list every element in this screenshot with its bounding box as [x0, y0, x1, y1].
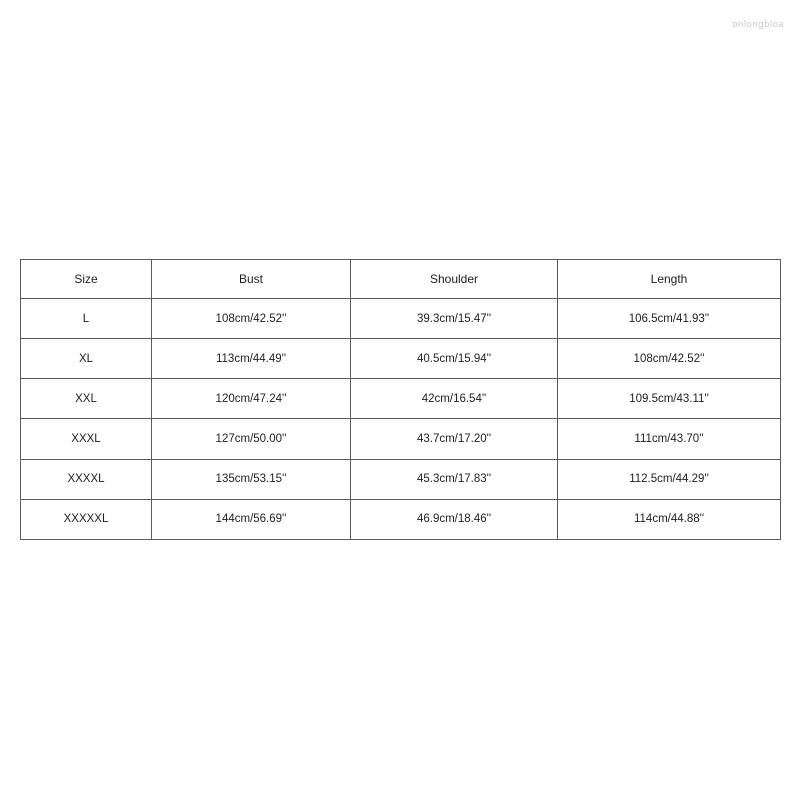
- cell-length: 108cm/42.52'': [558, 339, 781, 379]
- cell-size: XXXL: [21, 419, 152, 459]
- cell-bust: 144cm/56.69'': [152, 499, 351, 539]
- cell-size: XXXXL: [21, 459, 152, 499]
- header-length: Length: [558, 260, 781, 299]
- cell-shoulder: 43.7cm/17.20'': [351, 419, 558, 459]
- cell-length: 109.5cm/43.11'': [558, 379, 781, 419]
- cell-bust: 135cm/53.15'': [152, 459, 351, 499]
- header-shoulder: Shoulder: [351, 260, 558, 299]
- cell-shoulder: 42cm/16.54'': [351, 379, 558, 419]
- watermark-text: onlongbloa: [732, 20, 784, 30]
- header-bust: Bust: [152, 260, 351, 299]
- cell-bust: 127cm/50.00'': [152, 419, 351, 459]
- table-row: [21, 299, 781, 339]
- table-row: [21, 459, 781, 499]
- cell-bust: 120cm/47.24'': [152, 379, 351, 419]
- cell-bust: 113cm/44.49'': [152, 339, 351, 379]
- cell-shoulder: 40.5cm/15.94'': [351, 339, 558, 379]
- cell-size: L: [21, 299, 152, 339]
- cell-shoulder: 45.3cm/17.83'': [351, 459, 558, 499]
- table-row: [21, 499, 781, 539]
- header-size: Size: [21, 260, 152, 299]
- cell-length: 114cm/44.88'': [558, 499, 781, 539]
- cell-bust: 108cm/42.52'': [152, 299, 351, 339]
- cell-length: 106.5cm/41.93'': [558, 299, 781, 339]
- table-row: [21, 379, 781, 419]
- cell-size: XXL: [21, 379, 152, 419]
- table-row: [21, 339, 781, 379]
- cell-size: XXXXXL: [21, 499, 152, 539]
- cell-length: 112.5cm/44.29'': [558, 459, 781, 499]
- header-row: [21, 260, 781, 299]
- cell-size: XL: [21, 339, 152, 379]
- cell-length: 111cm/43.70'': [558, 419, 781, 459]
- size-chart-table: [20, 259, 781, 540]
- table-row: [21, 419, 781, 459]
- cell-shoulder: 46.9cm/18.46'': [351, 499, 558, 539]
- cell-shoulder: 39.3cm/15.47'': [351, 299, 558, 339]
